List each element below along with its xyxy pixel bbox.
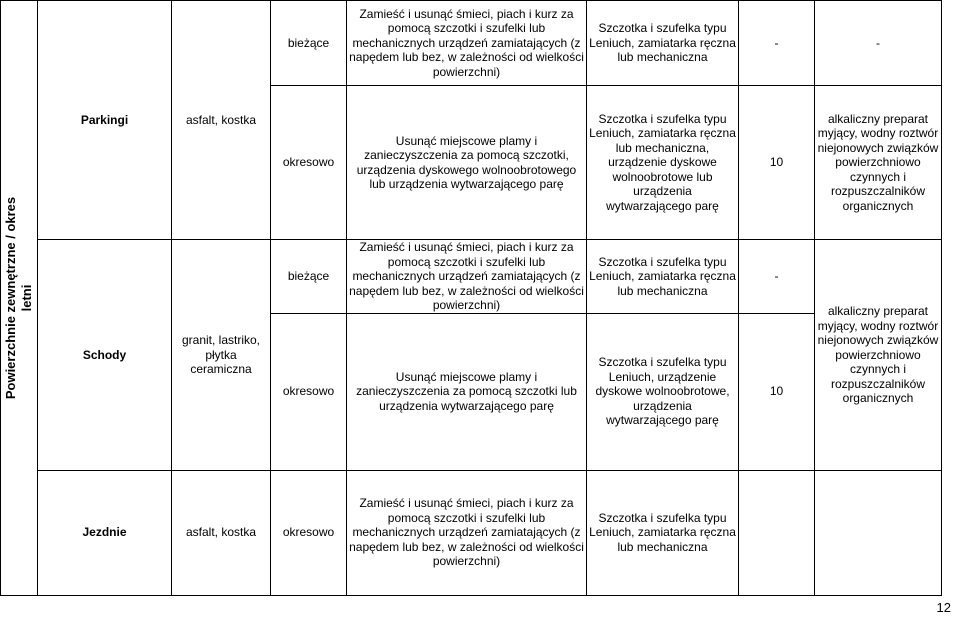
section-label-cell	[1, 1, 38, 596]
agent-parkingi-periodic: alkaliczny preparat myjący, wodny roztwór niejonowych związków powierzchniowo czynnych i rozpuszczalników organicznych	[815, 86, 942, 240]
dosage-schody-periodic: 10	[739, 313, 815, 470]
frequency-schody-current: bieżące	[271, 240, 347, 314]
frequency-parkingi-current: bieżące	[271, 1, 347, 86]
agent-parkingi-current: -	[815, 1, 942, 86]
task-parkingi-periodic: Usunąć miejscowe plamy i zanieczyszczenia za pomocą szczotki, urządzenia dyskowego wolnoobrotowego lub urządzenia wytwarzającego parę	[347, 86, 587, 240]
tools-parkingi-periodic: Szczotka i szufelka typu Leniuch, zamiatarka ręczna lub mechaniczna, urządzenie dyskowe wolnoobrotowe lub urządzenia wytwarzającego parę	[587, 86, 739, 240]
task-jezdnie: Zamieść i usunąć śmieci, piach i kurz za pomocą szczotki i szufelki lub mechanicznych urządzeń zamiatających (z napędem lub bez, w zależności od wielkości powierzchni)	[347, 470, 587, 595]
agent-schody: alkaliczny preparat myjący, wodny roztwór niejonowych związków powierzchniowo czynnych i rozpuszczalników organicznych	[815, 240, 942, 471]
dosage-parkingi-current: -	[739, 1, 815, 86]
frequency-jezdnie: okresowo	[271, 470, 347, 595]
tools-parkingi-current: Szczotka i szufelka typu Leniuch, zamiatarka ręczna lub mechaniczna	[587, 1, 739, 86]
surface-schody: granit, lastriko, płytka ceramiczna	[172, 240, 271, 471]
surface-parkingi: asfalt, kostka	[172, 1, 271, 240]
tools-schody-current: Szczotka i szufelka typu Leniuch, zamiatarka ręczna lub mechaniczna	[587, 240, 739, 314]
task-schody-current: Zamieść i usunąć śmieci, piach i kurz za pomocą szczotki i szufelki lub mechanicznych urządzeń zamiatających (z napędem lub bez, w zależności od wielkości powierzchni)	[347, 240, 587, 314]
task-schody-periodic: Usunąć miejscowe plamy i zanieczyszczenia za pomocą szczotki lub urządzenia wytwarzającego parę	[347, 313, 587, 470]
area-parkingi: Parkingi	[38, 1, 172, 240]
dosage-jezdnie	[739, 470, 815, 595]
section-label: Powierzchnie zewnętrzne / okres letni	[3, 196, 34, 399]
frequency-schody-periodic: okresowo	[271, 313, 347, 470]
tools-schody-periodic: Szczotka i szufelka typu Leniuch, urządzenie dyskowe wolnoobrotowe, urządzenia wytwarzającego parę	[587, 313, 739, 470]
dosage-schody-current: -	[739, 240, 815, 314]
dosage-parkingi-periodic: 10	[739, 86, 815, 240]
page-number: 12	[936, 600, 951, 615]
surface-jezdnie: asfalt, kostka	[172, 470, 271, 595]
task-parkingi-current: Zamieść i usunąć śmieci, piach i kurz za pomocą szczotki i szufelki lub mechanicznych urządzeń zamiatających (z napędem lub bez, w zależności od wielkości powierzchni)	[347, 1, 587, 86]
frequency-parkingi-periodic: okresowo	[271, 86, 347, 240]
agent-jezdnie	[815, 470, 942, 595]
area-jezdnie: Jezdnie	[38, 470, 172, 595]
tools-jezdnie: Szczotka i szufelka typu Leniuch, zamiatarka ręczna lub mechaniczna	[587, 470, 739, 595]
area-schody: Schody	[38, 240, 172, 471]
